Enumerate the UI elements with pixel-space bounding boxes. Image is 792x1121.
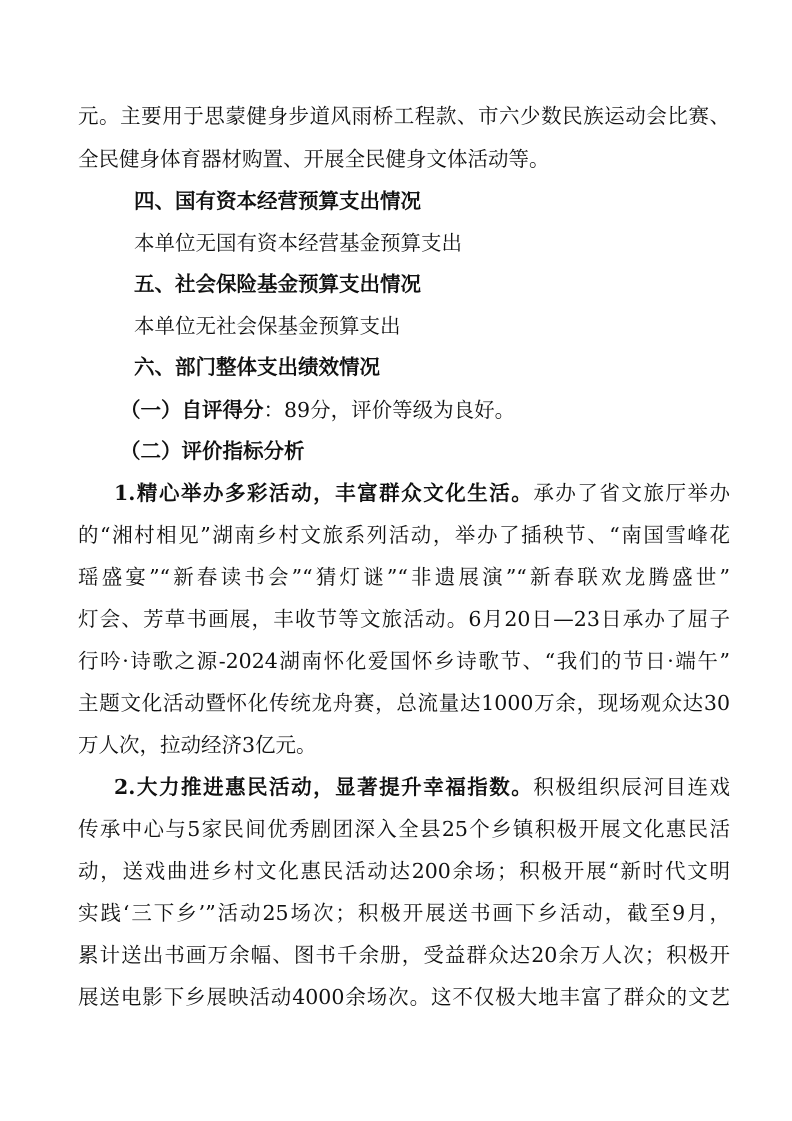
body-line: 全民健身体育器材购置、开展全民健身文体活动等。	[78, 147, 550, 171]
body-line: 行吟·诗歌之源-2024湖南怀化爱国怀乡诗歌节、“我们的节日·端午”	[78, 649, 730, 673]
body-line: 瑶盛宴”“新春读书会”“猜灯谜”“非遗展演”“新春联欢龙腾盛世”	[78, 565, 730, 589]
body-line: 累计送出书画万余幅、图书千余册，受益群众达20余万人次；积极开	[78, 943, 730, 967]
body-line: 动，送戏曲进乡村文化惠民活动达200余场；积极开展“新时代文明	[78, 859, 730, 883]
section-heading: 五、社会保险基金预算支出情况	[134, 272, 421, 296]
body-line: 元。主要用于思蒙健身步道风雨桥工程款、市六少数民族运动会比赛、	[78, 104, 730, 128]
body-line: 展送电影下乡展映活动4000余场次。这不仅极大地丰富了群众的文艺	[78, 985, 730, 1009]
subsection-heading: （二）评价指标分析	[120, 439, 305, 463]
section-heading: 六、部门整体支出绩效情况	[134, 355, 380, 379]
self-score-value: ：89分，评价等级为良好。	[263, 398, 516, 422]
body-line: 实践‘三下乡’”活动25场次；积极开展送书画下乡活动，截至9月，	[78, 901, 730, 925]
body-line: 本单位无国有资本经营基金预算支出	[134, 231, 462, 255]
body-line: 万人次，拉动经济3亿元。	[78, 733, 317, 757]
item-heading: 1.精心举办多彩活动，丰富群众文化生活。	[114, 481, 534, 505]
paragraph-first-line	[114, 773, 730, 801]
body-text: 积极组织辰河目连戏	[533, 775, 730, 799]
self-score-line	[120, 396, 730, 424]
self-score-label: （一）自评得分	[120, 398, 264, 422]
body-line: 本单位无社会保基金预算支出	[134, 314, 401, 338]
body-line: 传承中心与5家民间优秀剧团深入全县25个乡镇积极开展文化惠民活	[78, 817, 730, 841]
body-line: 主题文化活动暨怀化传统龙舟赛，总流量达1000万余，现场观众达30	[78, 691, 730, 715]
body-text: 承办了省文旅厅举办	[533, 481, 730, 505]
item-heading: 2.大力推进惠民活动，显著提升幸福指数。	[114, 775, 534, 799]
body-line: 灯会、芳草书画展，丰收节等文旅活动。6月20日—23日承办了屈子	[78, 607, 730, 631]
paragraph-first-line	[114, 479, 730, 507]
section-heading: 四、国有资本经营预算支出情况	[134, 189, 421, 213]
body-line: 的“湘村相见”湖南乡村文旅系列活动，举办了插秧节、“南国雪峰花	[78, 523, 730, 547]
